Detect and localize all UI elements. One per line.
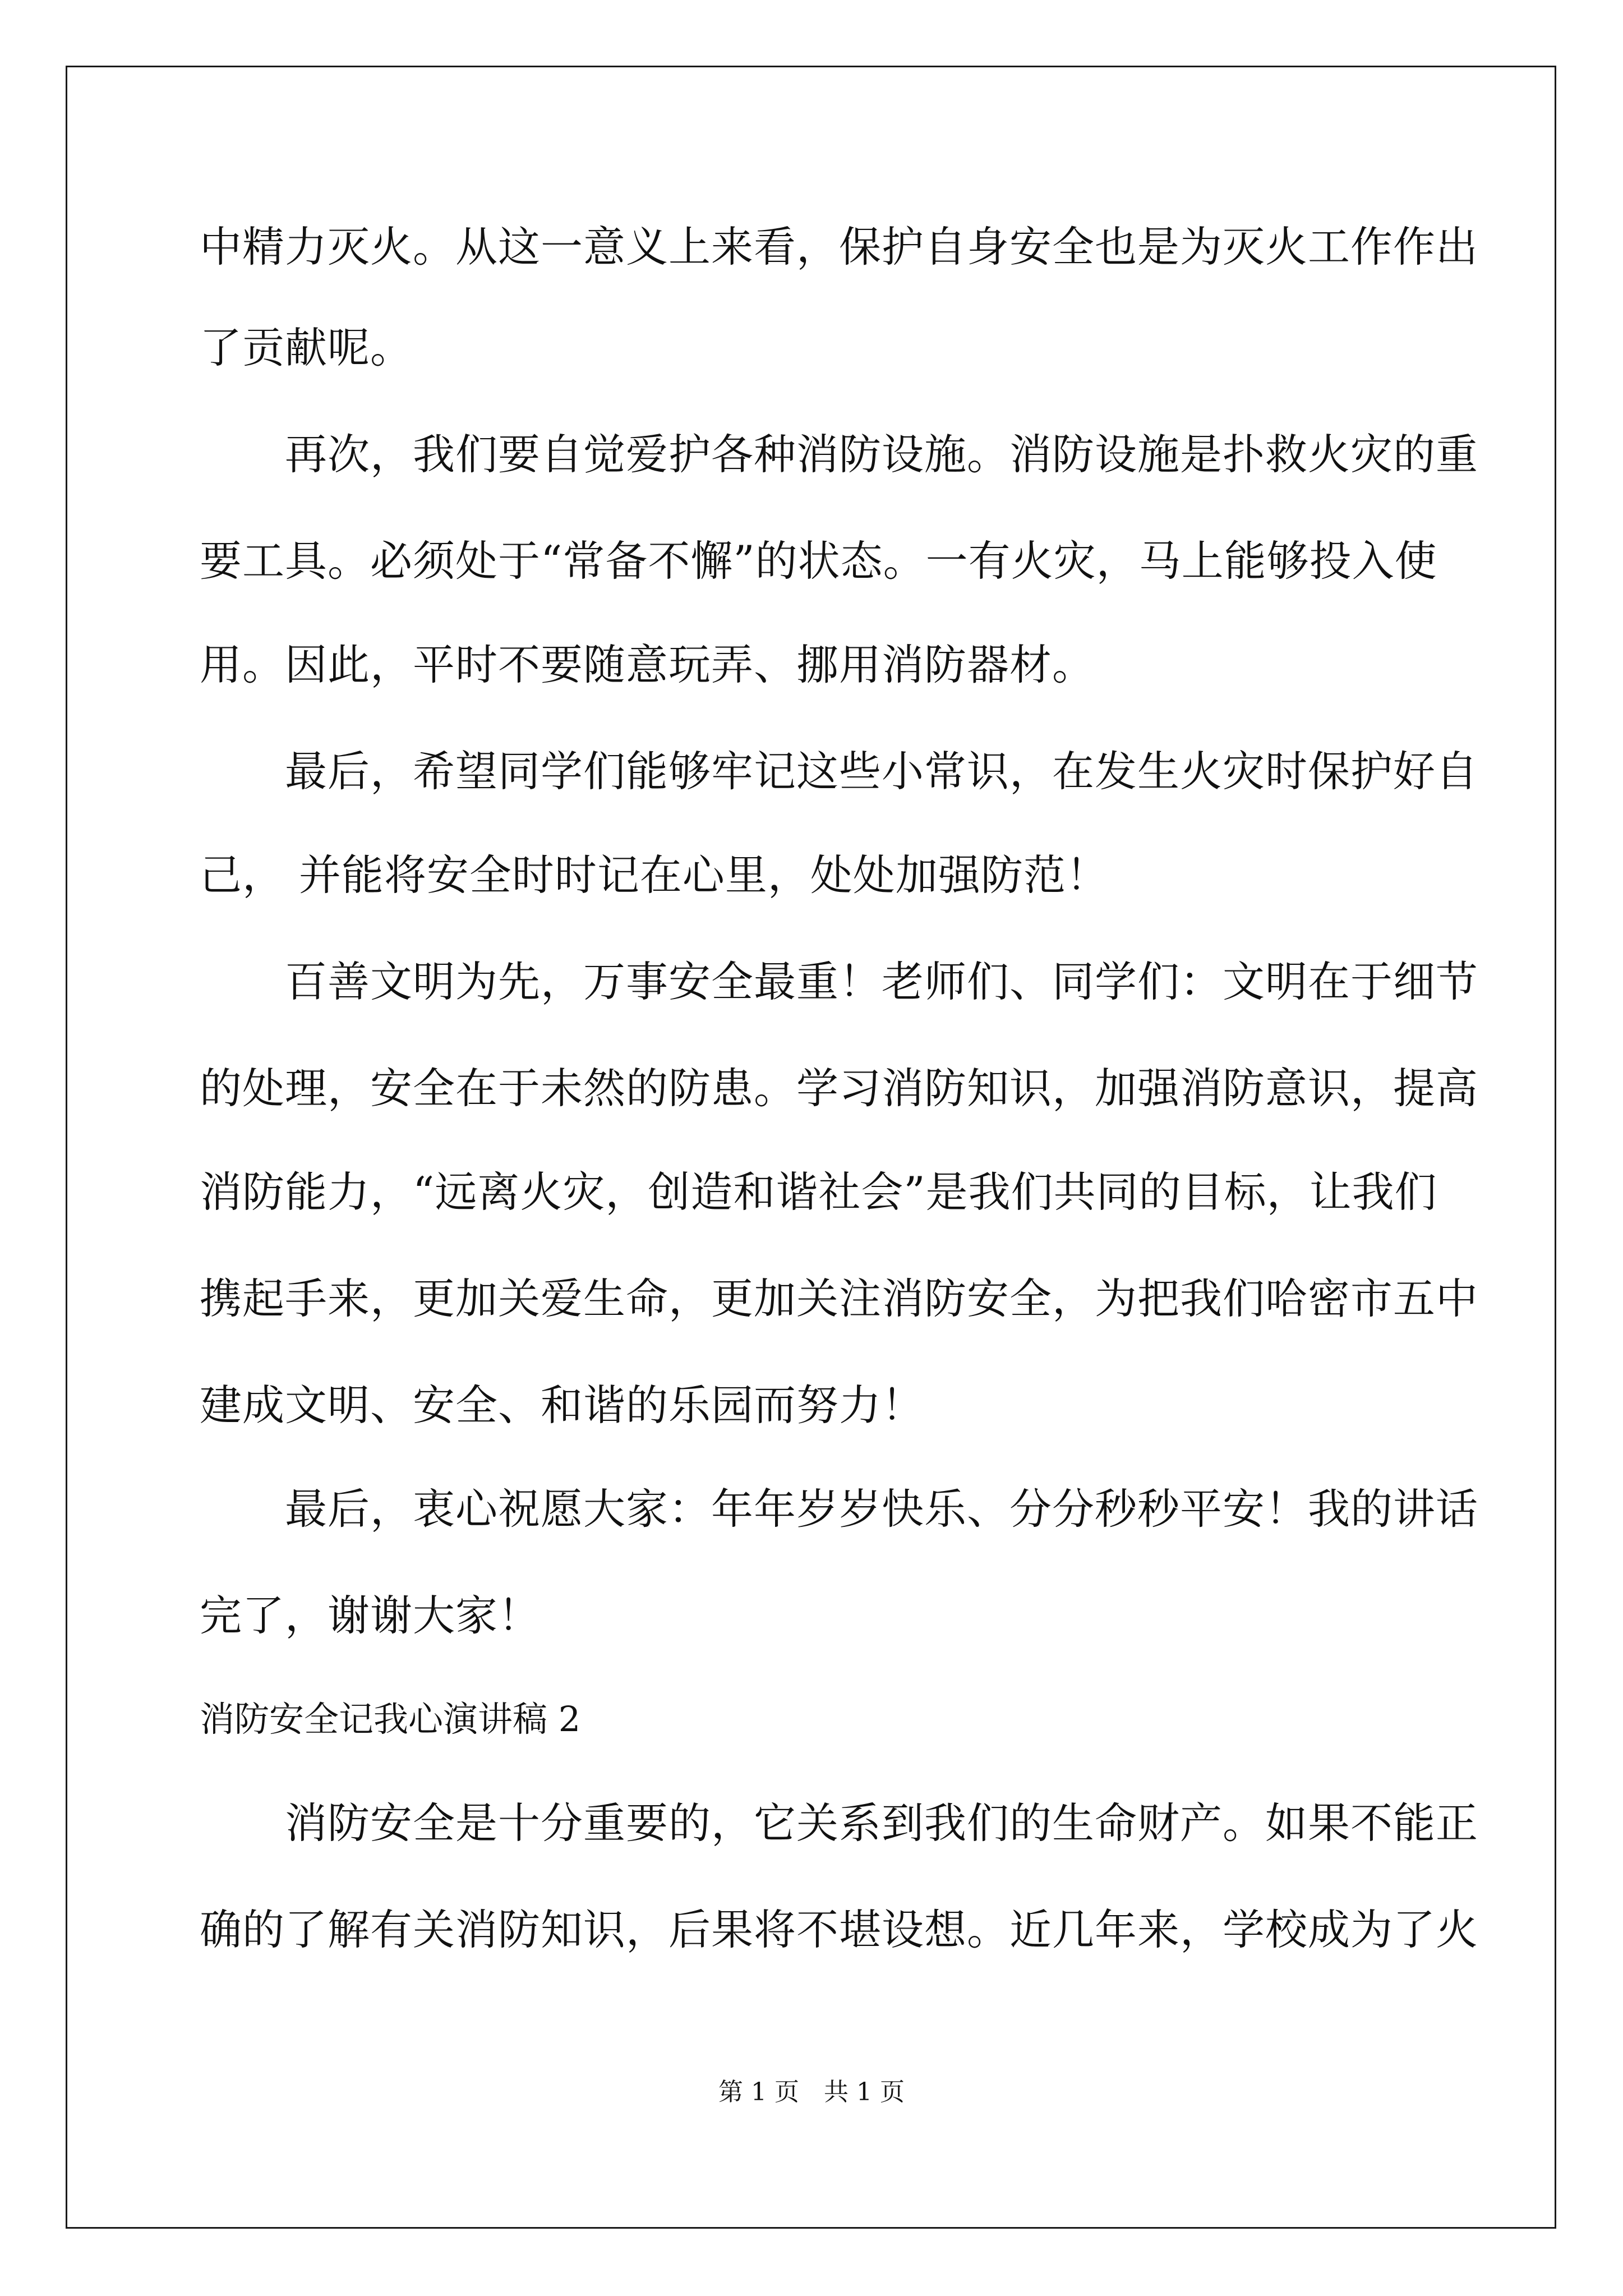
text-line: 百善文明为先，万事安全最重！老师们、同学们：文明在于细节 xyxy=(200,957,1479,1006)
text-line: 最后，衷心祝愿大家：年年岁岁快乐、分分秒秒平安！我的讲话 xyxy=(200,1484,1479,1534)
text-line: 再次，我们要自觉爱护各种消防设施。消防设施是扑救火灾的重 xyxy=(200,430,1479,479)
page-number: 第 1 页 共 1 页 xyxy=(718,2078,905,2106)
text-line: 中精力灭火。从这一意义上来看，保护自身安全也是为灭火工作作出 xyxy=(200,222,1479,272)
text-line: 建成文明、安全、和谐的乐园而努力！ xyxy=(200,1381,925,1430)
text-line: 了贡献呢。 xyxy=(200,323,413,372)
text-line: 消防能力，“远离火灾，创造和谐社会”是我们共同的目标，让我们 xyxy=(200,1167,1437,1217)
text-line: 要工具。必须处于“常备不懈”的状态。一有火灾，马上能够投入使 xyxy=(200,536,1437,586)
text-line: 最后，希望同学们能够牢记这些小常识，在发生火灾时保护好自 xyxy=(200,747,1479,796)
text-line: 确的了解有关消防知识，后果将不堪设想。近几年来，学校成为了火 xyxy=(200,1905,1479,1954)
text-line: 完了，谢谢大家！ xyxy=(200,1591,541,1640)
text-line: 的处理，安全在于未然的防患。学习消防知识，加强消防意识，提高 xyxy=(200,1064,1479,1113)
text-line: 用。因此，平时不要随意玩弄、挪用消防器材。 xyxy=(200,640,1095,689)
text-line: 己， 并能将安全时时记在心里，处处加强防范！ xyxy=(200,850,1109,900)
section-title: 消防安全记我心演讲稿 2 xyxy=(200,1699,581,1740)
text-line: 消防安全是十分重要的，它关系到我们的生命财产。如果不能正 xyxy=(200,1798,1479,1848)
text-line: 携起手来，更加关爱生命，更加关注消防安全，为把我们哈密市五中 xyxy=(200,1274,1479,1323)
